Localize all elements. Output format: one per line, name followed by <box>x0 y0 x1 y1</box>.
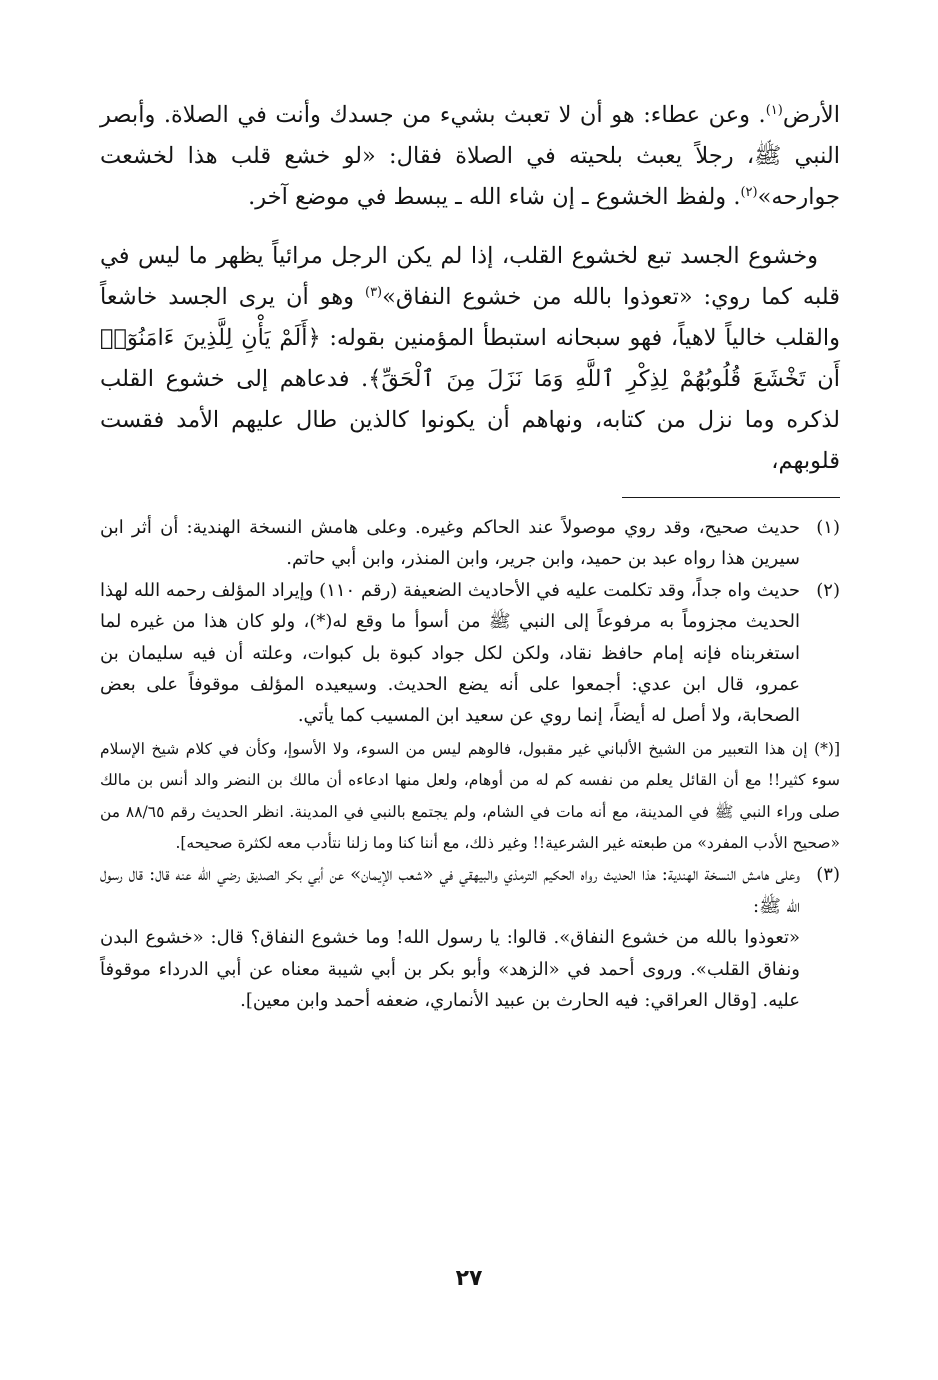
main-paragraph-2 <box>100 236 840 482</box>
footnote-2 <box>100 575 840 732</box>
page-number: ٢٧ <box>455 1266 483 1291</box>
footnote-text: وعلى هامش النسخة الهندية: هذا الحديث رواه الحكيم الترمذي والبيهقي في «شعب الإيمان» عن أبي بكر الصديق رضي الله عنه قال: قال رسول الله ﷺ: <box>100 864 800 917</box>
footnote-number: (١) <box>816 517 840 538</box>
footnotes <box>100 512 840 1017</box>
footnote-text: حديث واه جداً، وقد تكلمت عليه في الأحاديث الضعيفة (رقم ١١٠) وإيراد المؤلف رحمه الله لهذا الحديث مجزوماً به مرفوعاً إلى النبي ﷺ من أسوأ ما وقع له(*)، ولو كان هذا من غيره لما استغربناه فإنه إمام حافظ نقاد، ولكن لكل جواد كبوة بل كبوات، وعلته أن فيه سليمان بن عمرو، قال ابن عدي: أجمعوا على أنه يضع الحديث. وسيعيده المؤلف موقوفاً على بعض الصحابة، ولا أصل له أيضاً، إنما روي عن سعيد ابن المسيب كما يأتي. <box>100 579 800 727</box>
footnote-body <box>100 512 800 575</box>
text-run: . وعن عطاء: هو أن لا تعبث بشيء من جسدك وأنت في الصلاة. وأبصر النبي ﷺ، رجلاً يعبث بلحيته في الصلاة فقال: «لو خشع قلب هذا لخشعت جوارحه» <box>100 102 840 210</box>
text-run: الأرض <box>782 102 840 128</box>
main-paragraph-1 <box>100 95 840 218</box>
footnote-ref-2: (٢) <box>740 185 758 200</box>
editor-note: [(*) إن هذا التعبير من الشيخ الألباني غير مقبول، فالوهم ليس من السوء، ولا الأسوإ، وكأن في كلام شيخ الإسلام سوء كثير!! مع أن القائل يعلم من نفسه كم له من أوهام، ولعل منها ادعاءه أن مالك بن النضر والد أنس بن مالك صلى وراء النبي ﷺ في المدينة، مع أنه مات في الشام، ولم يجتمع بالنبي في المدينة. انظر الحديث رقم ٨٨/٦٥ من «صحيح الأدب المفرد» من طبعته غير الشرعية!! وغير ذلك، مع أننا كنا وما زلنا نتأدب معه لكثرة صحيحه]. <box>100 739 841 853</box>
text-run: وخشوع الجسد تبع لخشوع القلب، إذا لم يكن الرجل مرائياً يظهر ما ليس في قلبه كما روي: «تعوذوا بالله من خشوع النفاق» <box>100 243 840 310</box>
footnote-number: (٢) <box>816 579 840 601</box>
footnote-3 <box>100 859 840 1016</box>
text-run: . ولفظ الخشوع ـ إن شاء الله ـ يبسط في موضع آخر. <box>248 184 741 210</box>
footnote-number: (٣) <box>816 864 840 886</box>
footnote-text: «تعوذوا بالله من خشوع النفاق». قالوا: يا رسول الله! وما خشوع النفاق؟ قال: «خشوع البدن ونفاق القلب». وروى أحمد في «الزهد» وأبو بكر بن أبي شيبة معناه عن أبي الدرداء موقوفاً عليه. [وقال العراقي: فيه الحارث بن عبيد الأنماري، ضعفه أحمد وابن معين]. <box>100 927 800 1012</box>
footnote-body <box>100 859 800 1016</box>
main-text <box>100 95 840 482</box>
footnote-separator <box>622 497 840 498</box>
footnote-ref-1: (١) <box>765 103 783 118</box>
footnote-body <box>100 575 800 732</box>
footnote-ref-3: (٣) <box>364 285 383 300</box>
footnote-1 <box>100 512 840 575</box>
footnote-text: حديث صحيح، وقد روي موصولاً عند الحاكم وغيره. وعلى هامش النسخة الهندية: أن أثر ابن سيرين هذا رواه عبد بن حميد، وابن جرير، وابن المنذر، وابن أبي حاتم. <box>100 517 800 570</box>
text-run: وهو أن يرى الجسد خاشعاً والقلب خالياً لاهياً، فهو سبحانه استبطأ المؤمنين بقوله: ﴿أَلَمْ يَأْنِ لِلَّذِينَ ءَامَنُوٓا۟ أَن تَخْشَعَ قُلُوبُهُمْ لِذِكْرِ ٱللَّهِ وَمَا نَزَلَ مِنَ ٱلْحَقِّ﴾. فدعاهم إلى خشوع القلب لذكره وما نزل من كتابه، ونهاهم أن يكونوا كالذين طال عليهم الأمد فقست قلوبهم، <box>100 284 840 474</box>
